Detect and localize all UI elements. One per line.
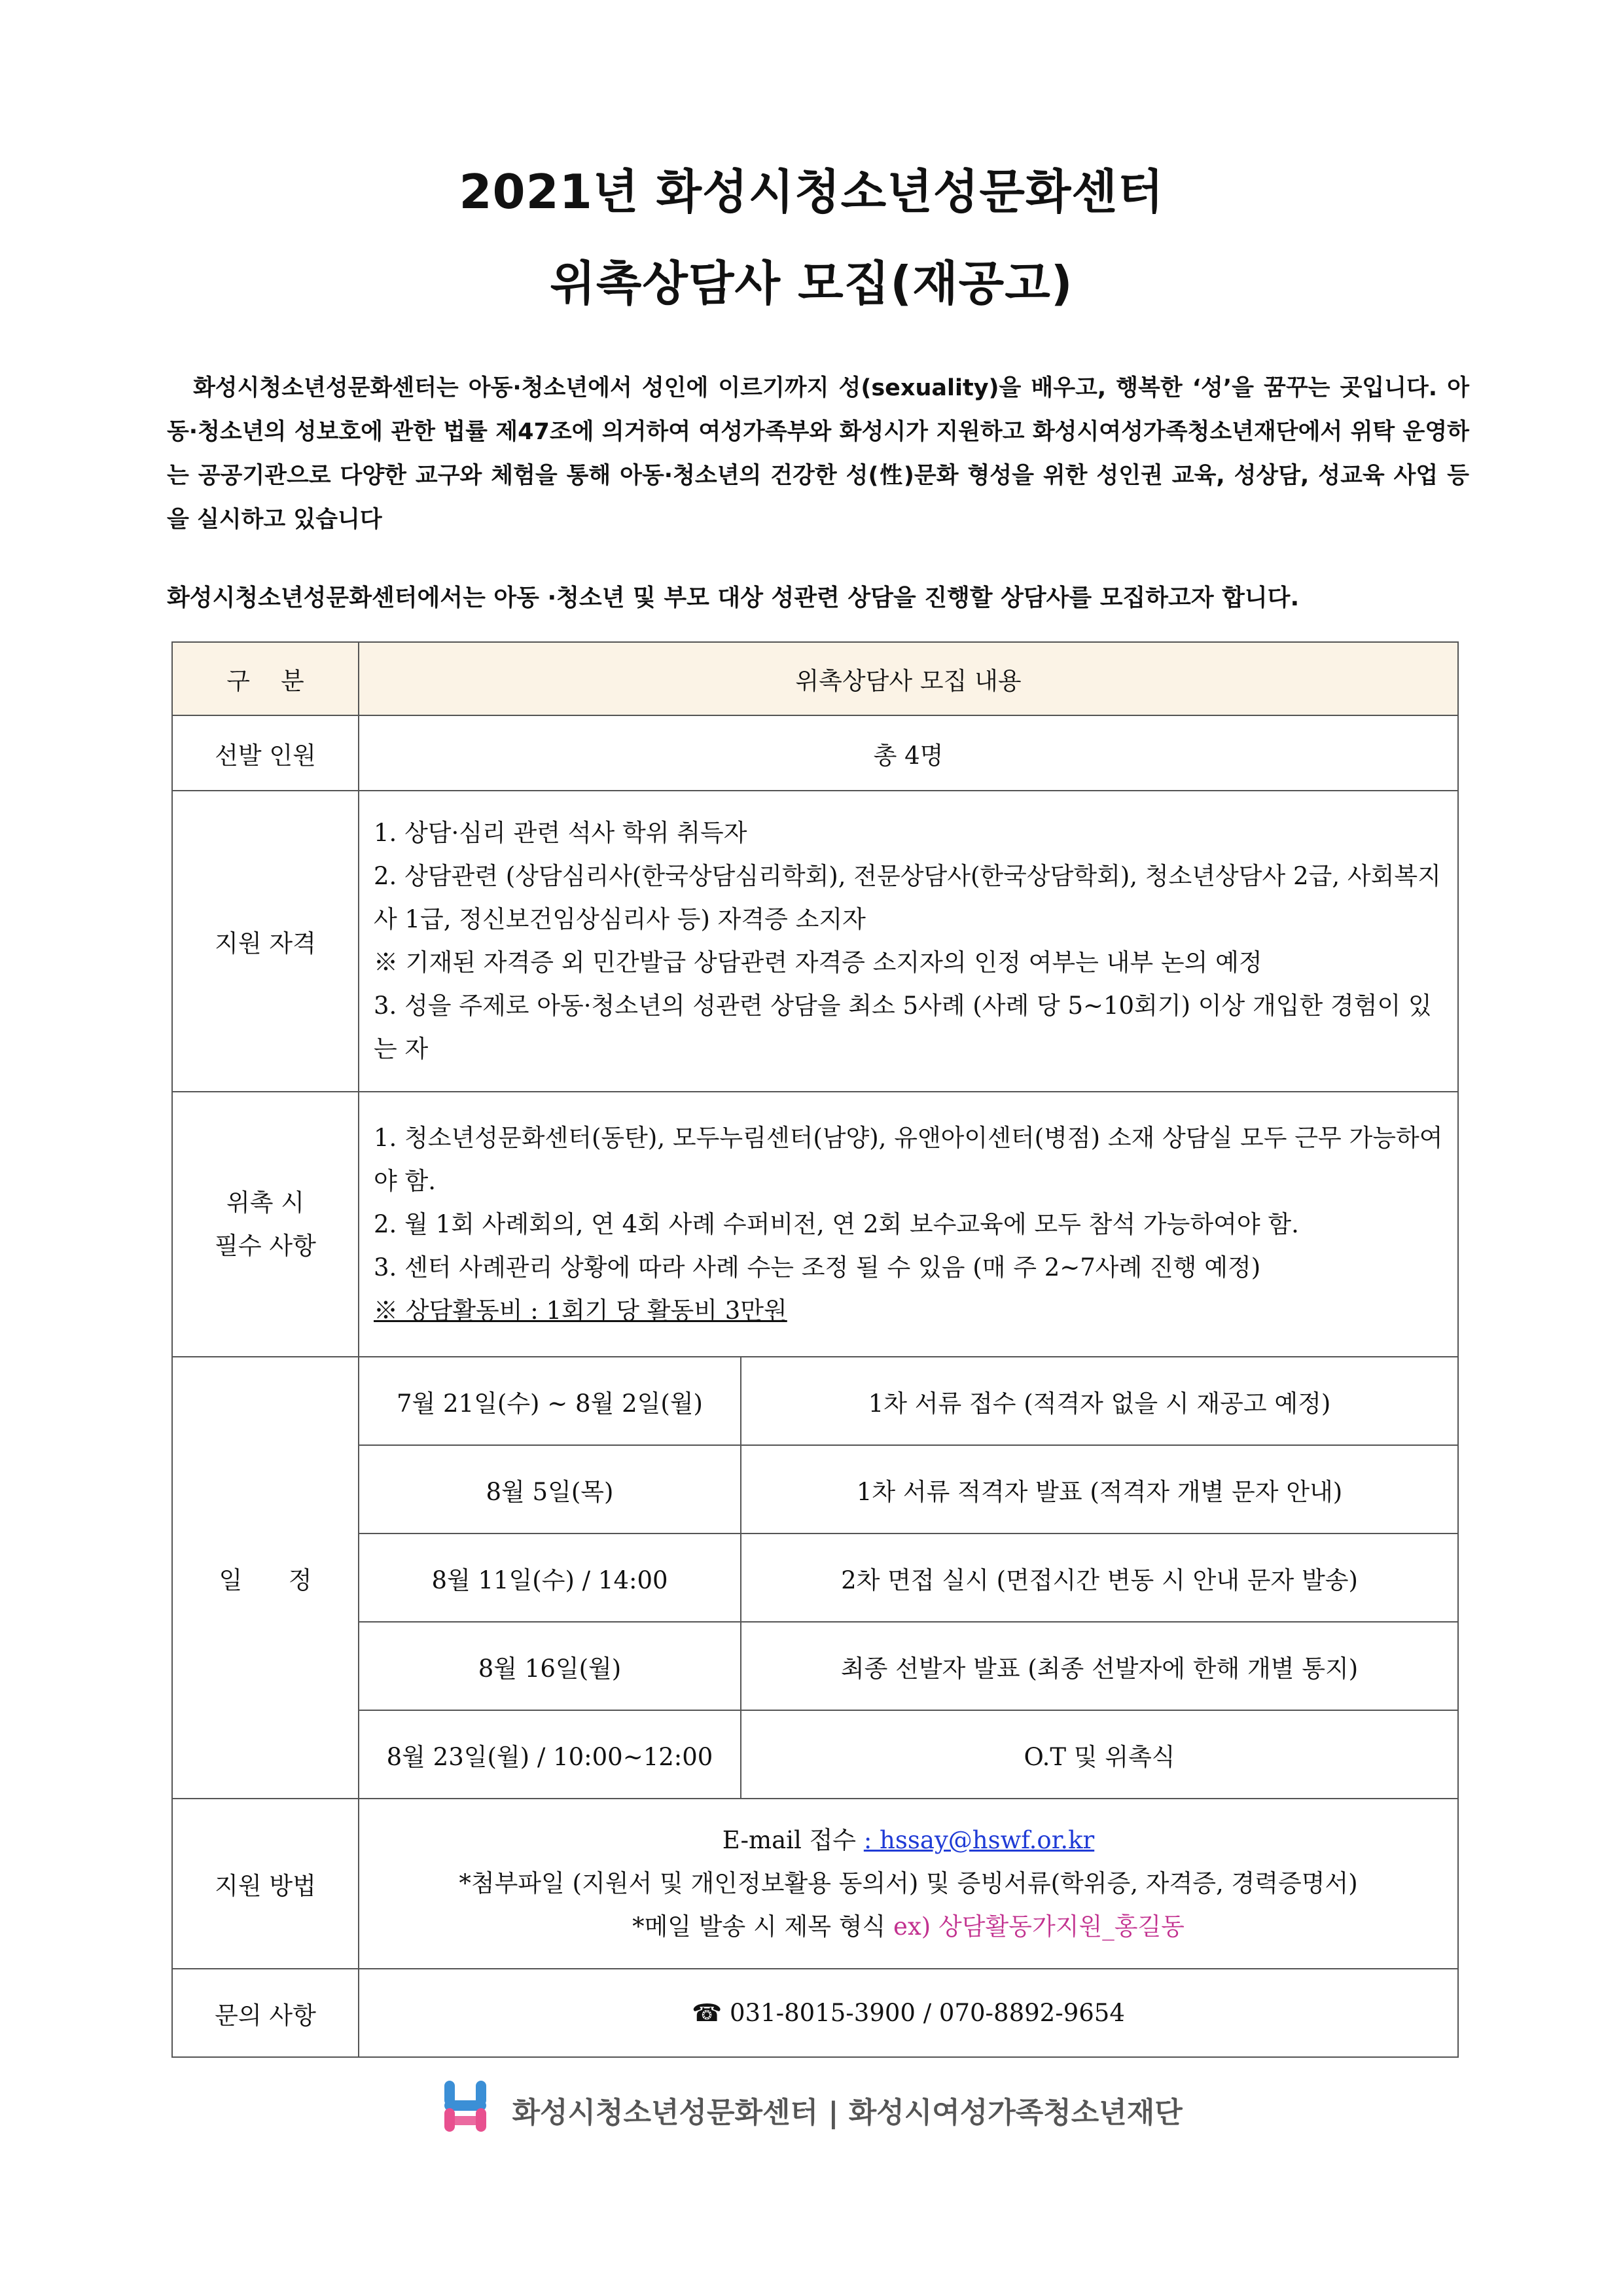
recruit-label: 선발 인원 [172, 715, 359, 791]
qualification-line-3: 3. 성을 주제로 아동·청소년의 성관련 상담을 최소 5사례 (사례 당 5~10회기) 이상 개입한 경험이 있는 자 [374, 992, 1432, 1063]
recruit-row [172, 715, 1458, 791]
header-content: 위촉상담사 모집 내용 [795, 667, 1022, 695]
intro-paragraph: 화성시청소년성문화센터는 아동·청소년에서 성인에 이르기까지 성(sexuality)을 배우고, 행복한 ‘성’을 꿈꾸는 곳입니다. 아동·청소년의 성보호에 관한 법률 제47조에 의거하여 여성가족부와 화성시가 지원하고 화성시여성가족청소년재단에서 위탁 운영하는 공공기관으로 다양한 교구와 체험을 통해 아동·청소년의 건강한 성(性)문화 형성을 위한 성인권 교육, 성상담, 성교육 사업 등을 실시하고 있습니다 [167, 375, 1469, 533]
activity-fee-note: ※ 상담활동비 : 1회기 당 활동비 3만원 [374, 1296, 787, 1325]
schedule-desc: 최종 선발자 발표 (최종 선발자에 한해 개별 통지) [741, 1622, 1458, 1710]
schedule-label: 일 정 [172, 1357, 359, 1799]
requirements-line-2: 2. 월 1회 사례회의, 연 4회 사례 수퍼비전, 연 2회 보수교육에 모두 참석 가능하여야 함. [374, 1210, 1299, 1238]
schedule-date: 8월 16일(월) [359, 1622, 741, 1710]
header-label: 구 분 [226, 667, 304, 695]
schedule-desc: O.T 및 위촉식 [741, 1710, 1458, 1799]
schedule-date: 8월 5일(목) [359, 1445, 741, 1534]
schedule-row [172, 1622, 1458, 1710]
subject-example: ex) 상담활동가지원_홍길동 [893, 1912, 1185, 1941]
contact-content [359, 1969, 1458, 2057]
qualification-row [172, 791, 1458, 1092]
qualification-line-1: 1. 상담·심리 관련 석사 학위 취득자 [374, 819, 747, 847]
purpose-statement: 화성시청소년성문화센터에서는 아동 ·청소년 및 부모 대상 성관련 상담을 진행할 상담사를 모집하고자 합니다. [167, 584, 1300, 611]
schedule-date: 8월 23일(월) / 10:00~12:00 [359, 1710, 741, 1799]
header-label-cell [172, 642, 359, 715]
apply-row [172, 1799, 1458, 1969]
footer [0, 2078, 1623, 2142]
page-title: 2021년 화성시청소년성문화센터 [459, 164, 1164, 219]
requirements-label-line2: 필수 사항 [215, 1231, 316, 1260]
contact-row [172, 1969, 1458, 2057]
requirements-line-1: 1. 청소년성문화센터(동탄), 모두누림센터(남양), 유앤아이센터(병점) 소재 상담실 모두 근무 가능하여야 함. [374, 1123, 1443, 1195]
phone-icon: ☎ [692, 1999, 722, 2027]
table-header-row [172, 642, 1458, 715]
schedule-row [172, 1534, 1458, 1622]
schedule-date: 8월 11일(수) / 14:00 [359, 1534, 741, 1622]
schedule-row [172, 1710, 1458, 1799]
qualification-line-2: 2. 상담관련 (상담심리사(한국상담심리학회), 전문상담사(한국상담학회), 청소년상담사 2급, 사회복지사 1급, 정신보건임상심리사 등) 자격증 소지자 [374, 862, 1441, 933]
contact-phones: 031-8015-3900 / 070-8892-9654 [729, 1999, 1125, 2027]
foundation-logo-icon [440, 2078, 490, 2142]
footer-text: 화성시청소년성문화센터 | 화성시여성가족청소년재단 [512, 2096, 1183, 2130]
attachment-note: *첨부파일 (지원서 및 개인정보활용 동의서) 및 증빙서류(학위증, 자격증, 경력증명서) [459, 1869, 1358, 1897]
email-prefix: E-mail 접수 [722, 1826, 864, 1854]
recruit-value: 총 4명 [359, 715, 1458, 791]
recruitment-table [171, 641, 1459, 2058]
header-content-cell [359, 642, 1458, 715]
requirements-label-line1: 위촉 시 [226, 1188, 304, 1217]
subject-prefix: *메일 발송 시 제목 형식 [632, 1912, 894, 1941]
requirements-label [172, 1092, 359, 1357]
contact-label: 문의 사항 [172, 1969, 359, 2057]
schedule-row [172, 1357, 1458, 1445]
qualification-note: ※ 기재된 자격증 외 민간발급 상담관련 자격증 소지자의 인정 여부는 내부 논의 예정 [374, 948, 1262, 977]
schedule-desc: 1차 서류 접수 (적격자 없을 시 재공고 예정) [741, 1357, 1458, 1445]
schedule-desc: 1차 서류 적격자 발표 (적격자 개별 문자 안내) [741, 1445, 1458, 1534]
requirements-row [172, 1092, 1458, 1357]
apply-label: 지원 방법 [172, 1799, 359, 1969]
schedule-desc: 2차 면접 실시 (면접시간 변동 시 안내 문자 발송) [741, 1534, 1458, 1622]
schedule-row [172, 1445, 1458, 1534]
requirements-line-3: 3. 센터 사례관리 상황에 따라 사례 수는 조정 될 수 있음 (매 주 2~7사례 진행 예정) [374, 1253, 1261, 1282]
page-subtitle: 위촉상담사 모집(재공고) [550, 256, 1073, 311]
qualification-label: 지원 자격 [172, 791, 359, 1092]
qualification-content [359, 791, 1458, 1092]
apply-content [359, 1799, 1458, 1969]
schedule-date: 7월 21일(수) ~ 8월 2일(월) [359, 1357, 741, 1445]
email-link[interactable]: : hssay@hswf.or.kr [863, 1826, 1095, 1854]
requirements-content [359, 1092, 1458, 1357]
